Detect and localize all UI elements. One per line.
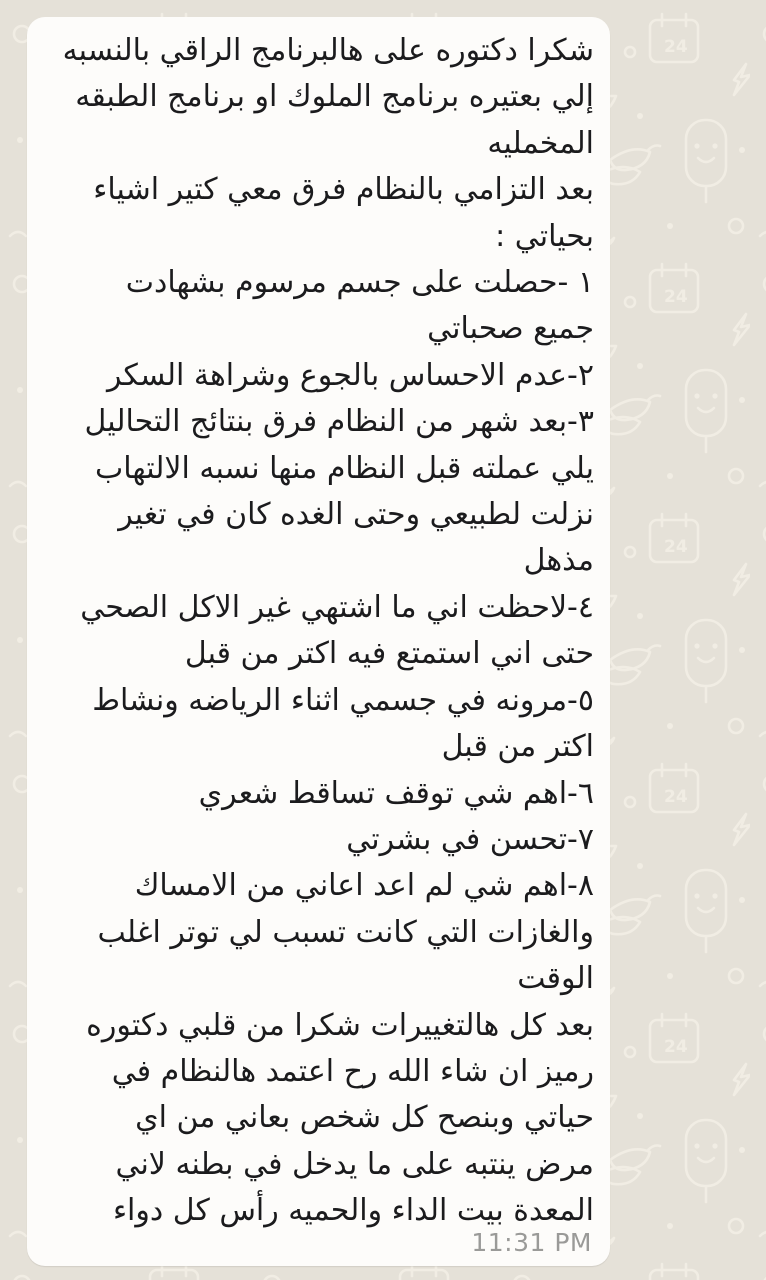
message-line: ٥-مرونه في جسمي اثناء الرياضه ونشاط (92, 682, 594, 718)
message-line: حياتي وبنصح كل شخص بعاني من اي (135, 1100, 594, 1136)
message-line: شكرا دكتوره على هالبرنامج الراقي بالنسبه (62, 33, 594, 68)
message-line: المخمليه (487, 125, 594, 161)
message-line: نزلت لطبيعي وحتى الغده كان في تغير (118, 497, 594, 533)
message-line: مرض ينتبه على ما يدخل في بطنه لاني (115, 1146, 594, 1182)
message-line: بحياتي : (495, 218, 594, 254)
message-line: بعد كل هالتغييرات شكرا من قلبي دكتوره (86, 1007, 594, 1043)
message-line: ٢-عدم الاحساس بالجوع وشراهة السكر (107, 357, 594, 393)
message-line: ٦-اهم شي توقف تساقط شعري (198, 775, 594, 811)
message-line: الوقت (517, 961, 594, 997)
message-timestamp: 11:31 PM (471, 1228, 592, 1257)
message-line: حتى اني استمتع فيه اكتر من قبل (184, 636, 594, 672)
message-line: إلي بعتيره برنامج الملوك او برنامج الطبقه (75, 79, 594, 115)
message-line: ٤-لاحظت اني ما اشتهي غير الاكل الصحي (80, 589, 594, 625)
message-line: ٧-تحسن في بشرتي (346, 821, 594, 857)
message-line: المعدة بيت الداء والحميه رأس كل دواء (112, 1193, 594, 1229)
message-line: يلي عملته قبل النظام منها نسبه الالتهاب (95, 450, 594, 486)
message-line: ٣-بعد شهر من النظام فرق بنتائج التحاليل (84, 404, 594, 440)
incoming-message-bubble[interactable] (27, 17, 610, 1266)
message-line: مذهل (523, 543, 594, 579)
message-line: رميز ان شاء الله رح اعتمد هالنظام في (111, 1053, 594, 1089)
message-line: بعد التزامي بالنظام فرق معي كتير اشياء (93, 172, 594, 208)
message-line: جميع صحباتي (427, 311, 594, 347)
message-line: ١ -حصلت على جسم مرسوم بشهادت (125, 265, 594, 301)
message-text (43, 28, 594, 1235)
message-line: اكتر من قبل (441, 729, 594, 765)
message-line: ٨-اهم شي لم اعد اعاني من الامساك (134, 868, 594, 904)
message-line: والغازات التي كانت تسبب لي توتر اغلب (97, 914, 594, 950)
